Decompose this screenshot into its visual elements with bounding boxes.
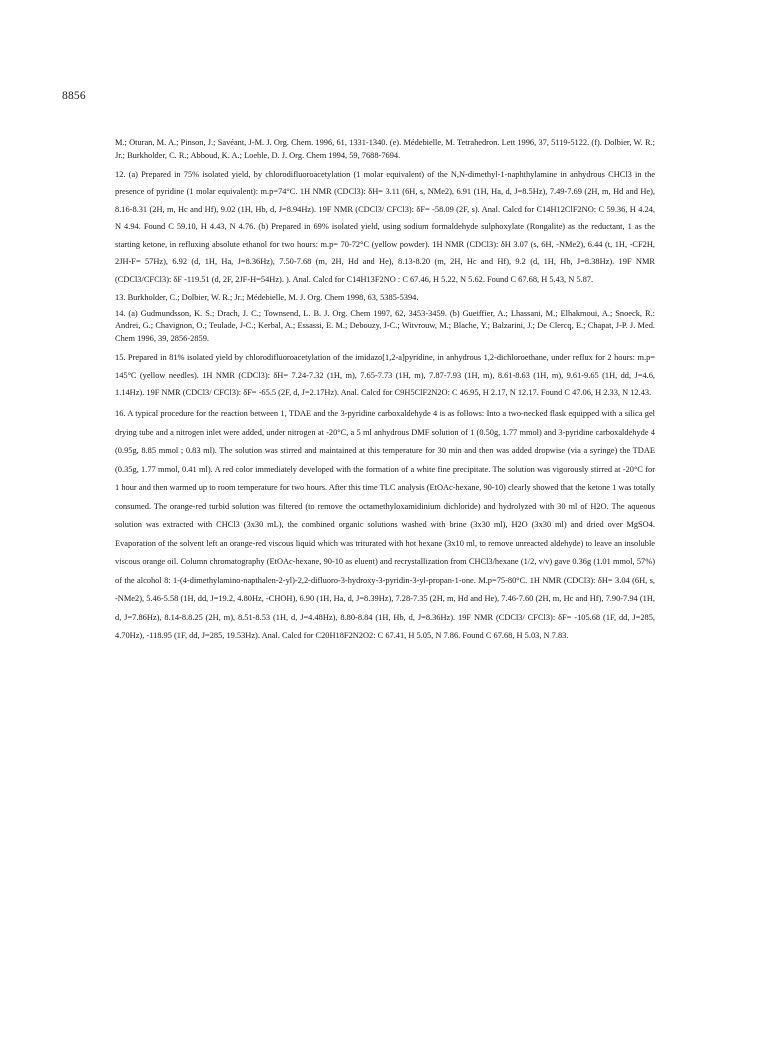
note-12: 12. (a) Prepared in 75% isolated yield, by chlorodifluoroacetylation (1 molar equivalent) of the N,N-dimethyl-1-naphthylamine in anhydrous CHCl3 in the presence of pyridine (1 molar equivalent): m.p=74°C. 1H NMR (CDCl3): δH= 3.11 (6H, s, NMe2), 6.91 (1H, Ha, d, J=8.5Hz), 7.49-7.69 (2H, m, Hd and He), 8.16-8.31 (2H, m, Hc and Hf), 9.02 (1H, Hb, d, J=8.94Hz). 19F NMR (CDCl3/ CFCl3): δF= -58.09 (2F, s). Anal. Calcd for C14H12ClF2NO: C 59.36, H 4.24, N 4.94. Found C 59.10, H 4.43, N 4.76. (b) Prepared in 69% isolated yield, using sodium formaldehyde sulphoxylate (Rongalite) as the reductant, 1 as the starting ketone, in refluxing absolute ethanol for two hours: m.p= 70-72°C (yellow powder). 1H NMR (CDCl3): δH 3.07 (s, 6H, -NMe2), 6.44 (t, 1H, -CF2H, 2JH-F= 57Hz), 6.92 (d, 1H, Ha, J=8.36Hz), 7.50-7.68 (m, 2H, Hd and He), 8.13-8.20 (m, 2H, Hc and Hf), 9.2 (d, 1H, Hb, J=8.38Hz). 19F NMR (CDCl3/CFCl3): δF -119.51 (d, 2F, 2JF-H=54Hz). ). Anal. Calcd for C14H13F2NO : C 67.46, H 5.22, N 5.62. Found C 67.68, H 5.43, N 5.87. <box>115 169 655 284</box>
note-15: 15. Prepared in 81% isolated yield by chlorodifluoroacetylation of the imidazo[1,2-a]pyridine, in anhydrous 1,2-dichloroethane, under reflux for 2 hours: m.p= 145°C (yellow needles). 1H NMR (CDCl3): δH= 7.24-7.32 (1H, m), 7.65-7.73 (1H, m), 7.87-7.93 (1H, m), 8.61-8.63 (1H, m), 9.61-9.65 (1H, dd, J=4.6, 1.14Hz). 19F NMR (CDCl3/ CFCl3): δF= -65.5 (2F, d, J=2.17Hz). Anal. Calcd for C9H5ClF2N2O: C 46.95, H 2.17, N 12.17. Found C 47.06, H 2.33, N 12.43. <box>115 353 655 398</box>
note-14: 14. (a) Gudmundsson, K. S.; Drach, J. C.; Townsend, L. B. J. Org. Chem 1997, 62, 3453-3459. (b) Gueiffier, A.; Lhassani, M.; Elhakmoui, A.; Snoeck, R.: Andrei, G.; Chavignon, O.; Teulade, J-C.; Kerbal, A.; Essassi, E. M.; Debouzy, J-C.; Witvrouw, M.; Blache, Y.; Balzarini, J.; De Clercq, E.; Chapat, J-P. J. Med. Chem 1996, 39, 2856-2859. <box>115 308 655 343</box>
references-notes <box>115 137 655 649</box>
note-13: 13. Burkholder, C.; Dolbier, W. R.; Jr.; Médebielle, M. J. Org. Chem 1998, 63, 5385-5394. <box>115 292 419 302</box>
page-number: 8856 <box>62 90 86 102</box>
reference-tail: M.; Oturan, M. A.; Pinson, J.; Savéant, J-M. J. Org. Chem. 1996, 61, 1331-1340. (e). Médebielle, M. Tetrahedron. Lett 1996, 37, 5119-5122. (f). Dolbier, W. R.; Jr.; Burkholder, C. R.; Abboud, K. A.; Loehle, D. J. Org. Chem 1994, 59, 7688-7694. <box>115 138 655 160</box>
note-16: 16. A typical procedure for the reaction between 1, TDAE and the 3-pyridine carboxaldehyde 4 is as follows: Into a two-necked flask equipped with a silica gel drying tube and a nitrogen inlet were added, under nitrogen at -20°C, a 5 ml anhydrous DMF solution of 1 (0.50g, 1.77 mmol) and 3-pyridine carboxaldehyde 4 (0.95g, 8.85 mmol ; 0.83 ml). The solution was stirred and maintained at this temperature for 30 min and then was added dropwise (via a syringe) the TDAE (0.35g, 1.77 mmol, 0.41 ml). A red color immediately developed with the formation of a white fine precipitate. The solution was vigorously stirred at -20°C for 1 hour and then warmed up to room temperature for two hours. After this time TLC analysis (EtOAc-hexane, 90-10) clearly showed that the ketone 1 was totally consumed. The orange-red turbid solution was filtered (to remove the octamethyloxamidinium dichloride) and hydrolyzed with 30 ml of H2O. The aqueous solution was extracted with CHCl3 (3x30 mL), the combined organic solutions washed with brine (3x30 ml), H2O (3x30 ml) and dried over MgSO4. Evaporation of the solvent left an orange-red viscous liquid which was triturated with hot hexane (3x10 ml, to remove unreacted aldehyde) to leave an insoluble viscous orange oil. Column chromatography (EtOAc-hexane, 90-10 as eluent) and recrystallization from CHCl3/hexane (1/2, v/v) gave 0.36g (1.01 mmol, 57%) of the alcohol 8: 1-(4-dimethylamino-napthalen-2-yl)-2,2-difluoro-3-hydroxy-3-pyridin-3-yl-propan-1-one. M.p=75-80°C. 1H NMR (CDCl3): δH= 3.04 (6H, s, -NMe2), 5.46-5.58 (1H, dd, J=19.2, 4.80Hz, -CHOH), 6.90 (1H, Ha, d, J=8.39Hz), 7.28-7.35 (2H, m, Hd and He), 7.46-7.60 (2H, m, Hc and Hf), 7.90-7.94 (1H, d, J=7.86Hz), 8.14-8.8.25 (2H, m), 8.51-8.53 (1H, d, J=4.48Hz), 8.80-8.84 (1H, Hb, d, J=8.36Hz). 19F NMR (CDCl3/ CFCl3): δF= -105.68 (1F, dd, J=285, 4.70Hz), -118.95 (1F, dd, J=285, 19.53Hz). Anal. Calcd for C20H18F2N2O2: C 67.41, H 5.05, N 7.86. Found C 67.68, H 5.03, N 7.83. <box>115 409 655 641</box>
